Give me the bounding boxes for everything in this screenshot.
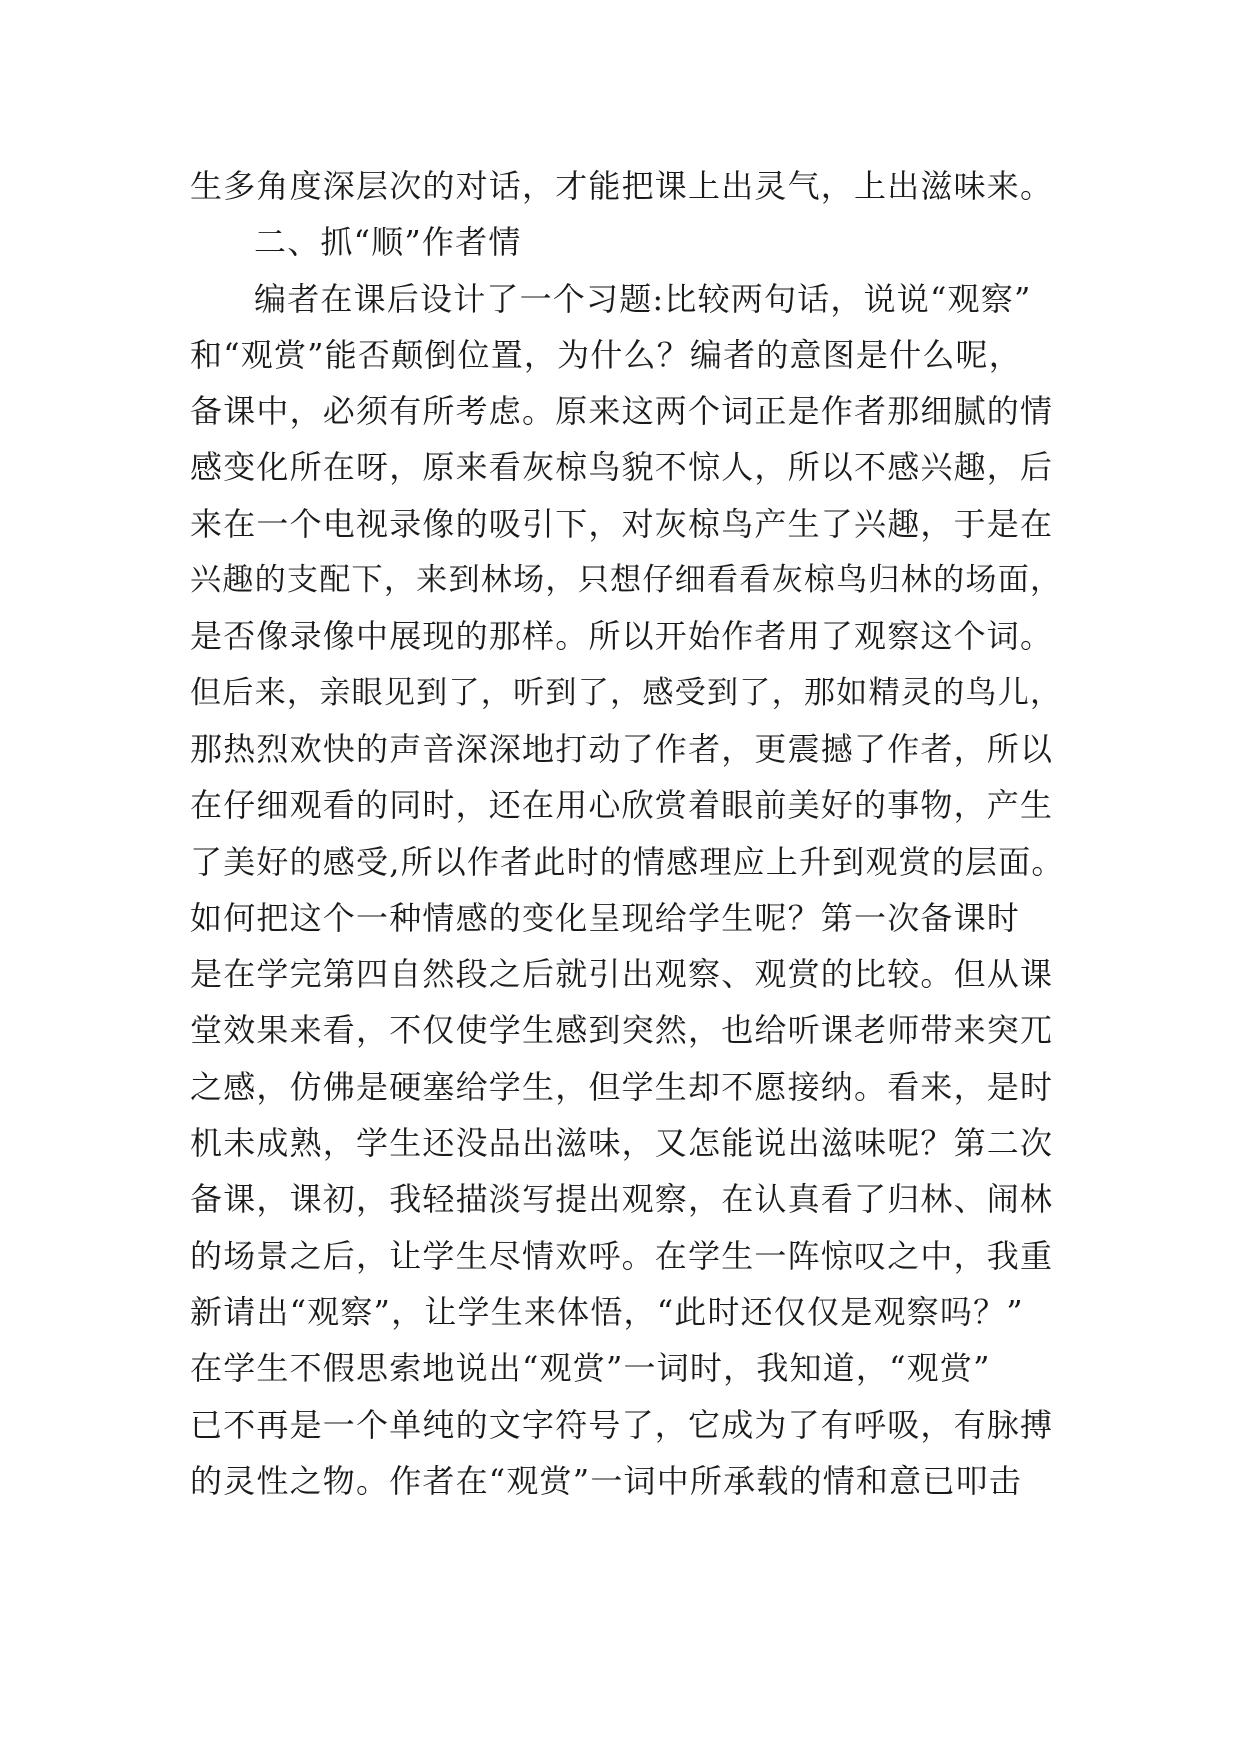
text-line: 备课中，必须有所考虑。原来这两个词正是作者那细腻的情 (190, 392, 1054, 431)
text-line: 来在一个电视录像的吸引下，对灰椋鸟产生了兴趣，于是在 (190, 504, 1054, 543)
text-line: 编者在课后设计了一个习题:比较两句话，说说“观察” (254, 279, 1032, 318)
text-line: 在学生不假思索地说出“观赏”一词时，我知道，“观赏” (190, 1349, 991, 1388)
text-line: 是否像录像中展现的那样。所以开始作者用了观察这个词。 (190, 617, 1054, 656)
text-line: 堂效果来看，不仅使学生感到突然，也给听课老师带来突兀 (190, 1011, 1054, 1050)
text-line: 机未成熟，学生还没品出滋味，又怎能说出滋味呢？第二次 (190, 1124, 1054, 1163)
text-line: 之感，仿佛是硬塞给学生，但学生却不愿接纳。看来，是时 (190, 1067, 1054, 1106)
text-line: 新请出“观察”，让学生来体悟，“此时还仅仅是观察吗？” (190, 1292, 1024, 1331)
text-line: 备课，课初，我轻描淡写提出观察，在认真看了归林、闹林 (190, 1180, 1054, 1219)
text-line: 是在学完第四自然段之后就引出观察、观赏的比较。但从课 (190, 955, 1054, 994)
text-line: 如何把这个一种情感的变化呈现给学生呢？第一次备课时 (190, 898, 1021, 937)
text-line: 兴趣的支配下，来到林场，只想仔细看看灰椋鸟归林的场面， (190, 562, 1063, 599)
text-line: 的场景之后，让学生尽情欢呼。在学生一阵惊叹之中，我重 (190, 1236, 1054, 1275)
body-text (190, 158, 1070, 1509)
text-line: 但后来，亲眼见到了，听到了，感受到了，那如精灵的鸟儿， (190, 674, 1063, 711)
text-line: 已不再是一个单纯的文字符号了，它成为了有呼吸，有脉搏 (190, 1405, 1054, 1444)
text-line: 了美好的感受,所以作者此时的情感理应上升到观赏的层面。 (190, 842, 1065, 881)
text-line: 那热烈欢快的声音深深地打动了作者，更震撼了作者，所以 (190, 729, 1054, 768)
text-line: 和“观赏”能否颠倒位置，为什么？编者的意图是什么呢， (190, 335, 1022, 374)
text-line: 生多角度深层次的对话，才能把课上出灵气，上出滋味来。 (190, 167, 1054, 205)
text-line: 在仔细观看的同时，还在用心欣赏着眼前美好的事物，产生 (190, 786, 1054, 825)
section-heading: 二、抓“顺”作者情 (254, 223, 522, 262)
text-line: 感变化所在呀，原来看灰椋鸟貌不惊人，所以不感兴趣，后 (190, 448, 1054, 487)
text-line: 的灵性之物。作者在“观赏”一词中所承载的情和意已叩击 (190, 1461, 1022, 1500)
